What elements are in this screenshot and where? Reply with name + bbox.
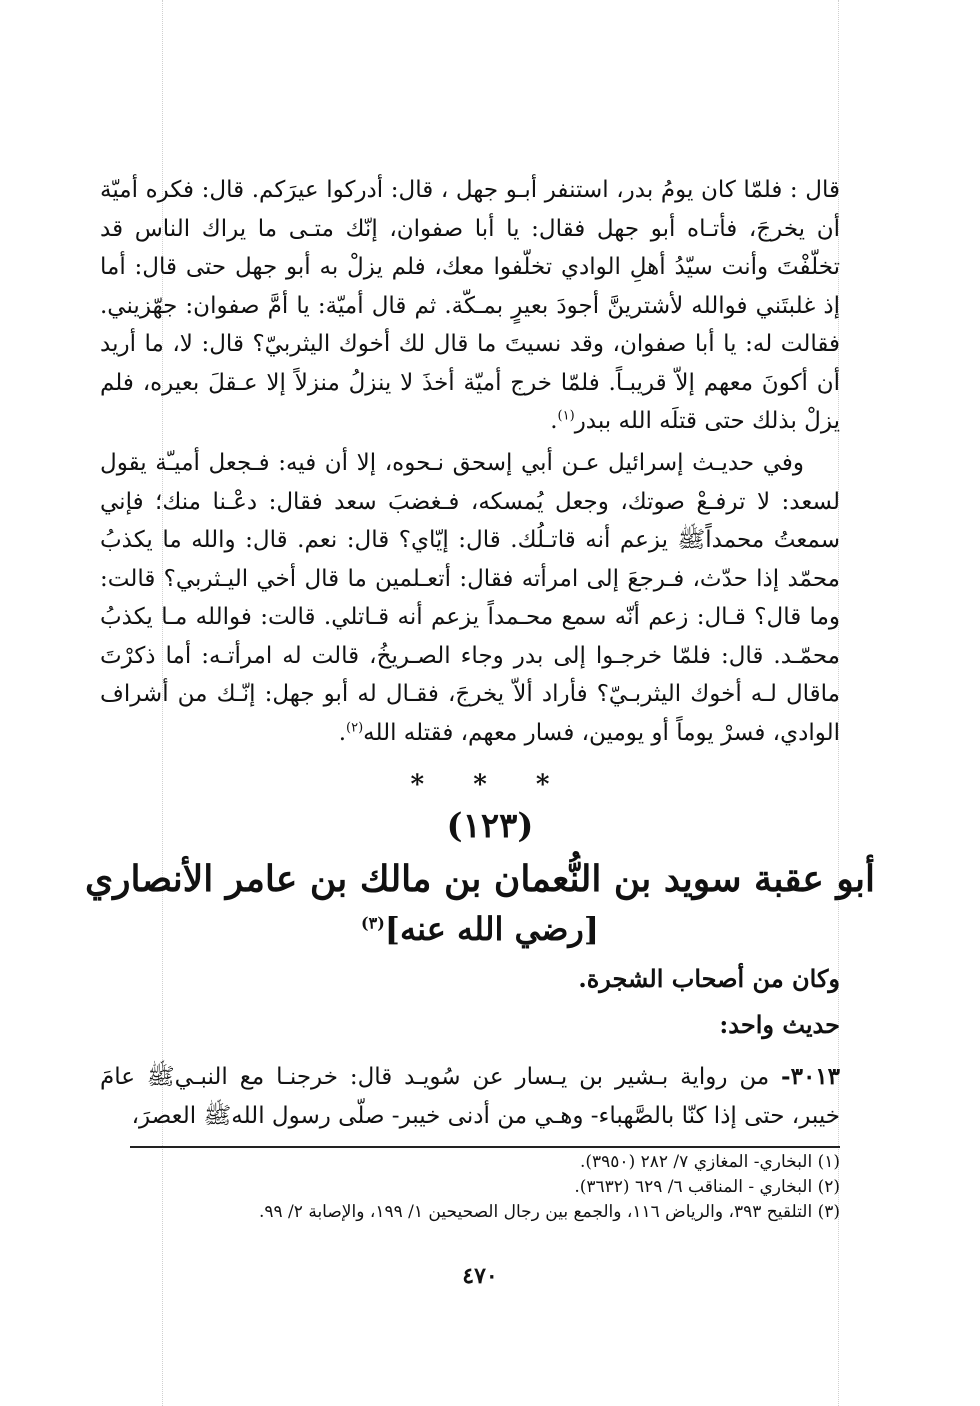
paragraph-2: وفي حديـث إسرائيل عـن أبي إسحق نـحوه، إلا أن فيه: فـجعل أميـّة يقول لسعد: لا ترفـعْ صوتك، وجعل يُمسكه، فـغضبَ سعد فقال: دعْـنا منك؛ فإني سمعتُ محمداًﷺ يزعم أنه قاتـلُك. قال: إيّاي؟ قال: نعم. قال: والله ما يكذبُ محمّد إذا حدّث، فـرجعَ إلى امرأته فقال: أتعـلمين ما قال أخي اليـثربي؟ قالت: وما قال؟ قـال: زعم أنّه سمع محـمداً يزعم أنه قـاتلي. قالت: فوالله مـا يكذبُ محمّـد. قال: فلمّا خرجـوا إلى بدر وجاء الصـريخُ، قالت له امرأتـه: أما ذكرْتَ ماقال لـه أخوك اليثربـيّ؟ فأراد ألاّ يخرجَ، فقـال له أبو جهل: إنّـك من أشراف الوادي، فسرْ يوماً أو يومين، فسار معهم، فقتله الله$^{(٢)}$. — [100, 450, 840, 746]
chapter-title: أبو عقبة سويد بن النُّعمان بن مالك بن عامر الأنصاري — [84, 858, 876, 900]
section-separator: * * * — [410, 770, 570, 800]
chapter-honorific — [0, 910, 960, 948]
footnote-2: (٢) البخاري - المناقب ٦/ ٦٢٩ (٣٦٣٢). — [574, 1177, 840, 1197]
hadith-entry — [100, 1058, 840, 1135]
footnote-ref-2: (٢) — [346, 719, 364, 735]
footnote-1: (١) البخاري- المغازي ٧/ ٢٨٢ (٣٩٥٠). — [579, 1152, 840, 1172]
hadith-count: حديث واحد: — [719, 1010, 840, 1039]
chapter-number: (١٢٣) — [446, 806, 534, 846]
footnotes — [100, 1150, 840, 1225]
honorific-text: [رضي الله عنه] — [384, 910, 599, 948]
page-number: ٤٧٠ — [462, 1263, 498, 1289]
hadith-text: من رواية بـشير بن يـسار عن سُويـد قال: خرجنـا مع النبـيﷺ عامَ خيبر، حتى إذا كنّا بالصَّهباء- وهـي من أدنى خيبر- صلّى رسول اللهﷺ العصرَ، — [100, 1064, 840, 1129]
footnote-ref-3: (٣) — [361, 913, 385, 933]
paragraph-1-text: قال : فلمّا كان يومُ بدر، استنفر أبـو جهل ، قال: أدركوا عيرَكم. قال: فكره أميّة أن يخرجَ، فأتـاه أبو جهل فقال: يا أبا صفوان، إنّك متـى ما يراك الناس قد تخلّفْتَ وأنت سيّدُ أهلِ الوادي تخلّفوا معك، فلم يزلْ به أبو جهل حتى قال: أما إذ غلبتَني فوالله لأشترينَّ أجودَ بعيرٍ بمـكّة. ثم قال أميّة: يا أمَّ صفوان: جهّزيني. فقالت له: يا أبا صفوان، وقد نسيتَ ما قال لك أخوك اليثربيّ؟ قال: لا، ما أريد أن أكونَ معهم إلاّ قريبـاً. فلمّا خرج أميّة أخذَ لا ينزلُ منزلاً إلا عـقلَ بعيره، فلم يزلْ بذلك حتى قتلَه الله ببدر — [100, 177, 840, 434]
hadith-number: ٣٠١٣- — [781, 1063, 841, 1090]
paragraph-1: قال : فلمّا كان يومُ بدر، استنفر أبـو جهل ، قال: أدركوا عيرَكم. قال: فكره أميّة أن يخرجَ، فأتـاه أبو جهل فقال: يا أبا صفوان، إنّك متـى ما يراك الناس قد تخلّفْتَ وأنت سيّدُ أهلِ الوادي تخلّفوا معك، فلم يزلْ به أبو جهل حتى قال: أما إذ غلبتَني فوالله لأشترينَّ أجودَ بعيرٍ بمـكّة. ثم قال أميّة: يا أمَّ صفوان: جهّزيني. فقالت له: يا أبا صفوان، وقد نسيتَ ما قال لك أخوك اليثربيّ؟ قال: لا، ما أريد أن أكونَ معهم إلاّ قريبـاً. فلمّا خرج أميّة أخذَ لا ينزلُ منزلاً إلا عـقلَ بعيره، فلم يزلْ بذلك حتى قتلَه الله ببدر$^{(١)}$. — [100, 177, 840, 434]
paragraph-2-text: وفي حديـث إسرائيل عـن أبي إسحق نـحوه، إلا أن فيه: فـجعل أميـّة يقول لسعد: لا ترفـعْ صوتك، وجعل يُمسكه، فـغضبَ سعد فقال: دعْـنا منك؛ فإني سمعتُ محمداًﷺ يزعم أنه قاتـلُك. قال: إيّاي؟ قال: نعم. قال: والله ما يكذبُ محمّد إذا حدّث، فـرجعَ إلى امرأته فقال: أتعـلمين ما قال أخي اليـثربي؟ قالت: وما قال؟ قـال: زعم أنّه سمع محـمداً يزعم أنه قـاتلي. قالت: فوالله مـا يكذبُ محمّـد. قال: فلمّا خرجـوا إلى بدر وجاء الصـريخُ، قالت له امرأتـه: أما ذكرْتَ ماقال لـه أخوك اليثربـيّ؟ فأراد ألاّ يخرجَ، فقـال له أبو جهل: إنّـك من أشراف الوادي، فسرْ يوماً أو يومين، فسار معهم، فقتله الله — [100, 450, 840, 746]
footnote-divider — [130, 1146, 840, 1148]
footnote-3: (٣) التلقيح ٣٩٣، والرياض ١١٦، والجمع بين رجال الصحيحين ١/ ١٩٩، والإصابة ٢/ ٩٩. — [258, 1202, 840, 1222]
footnote-ref-1: (١) — [557, 408, 575, 424]
companion-note: وكان من أصحاب الشجرة. — [578, 964, 840, 993]
